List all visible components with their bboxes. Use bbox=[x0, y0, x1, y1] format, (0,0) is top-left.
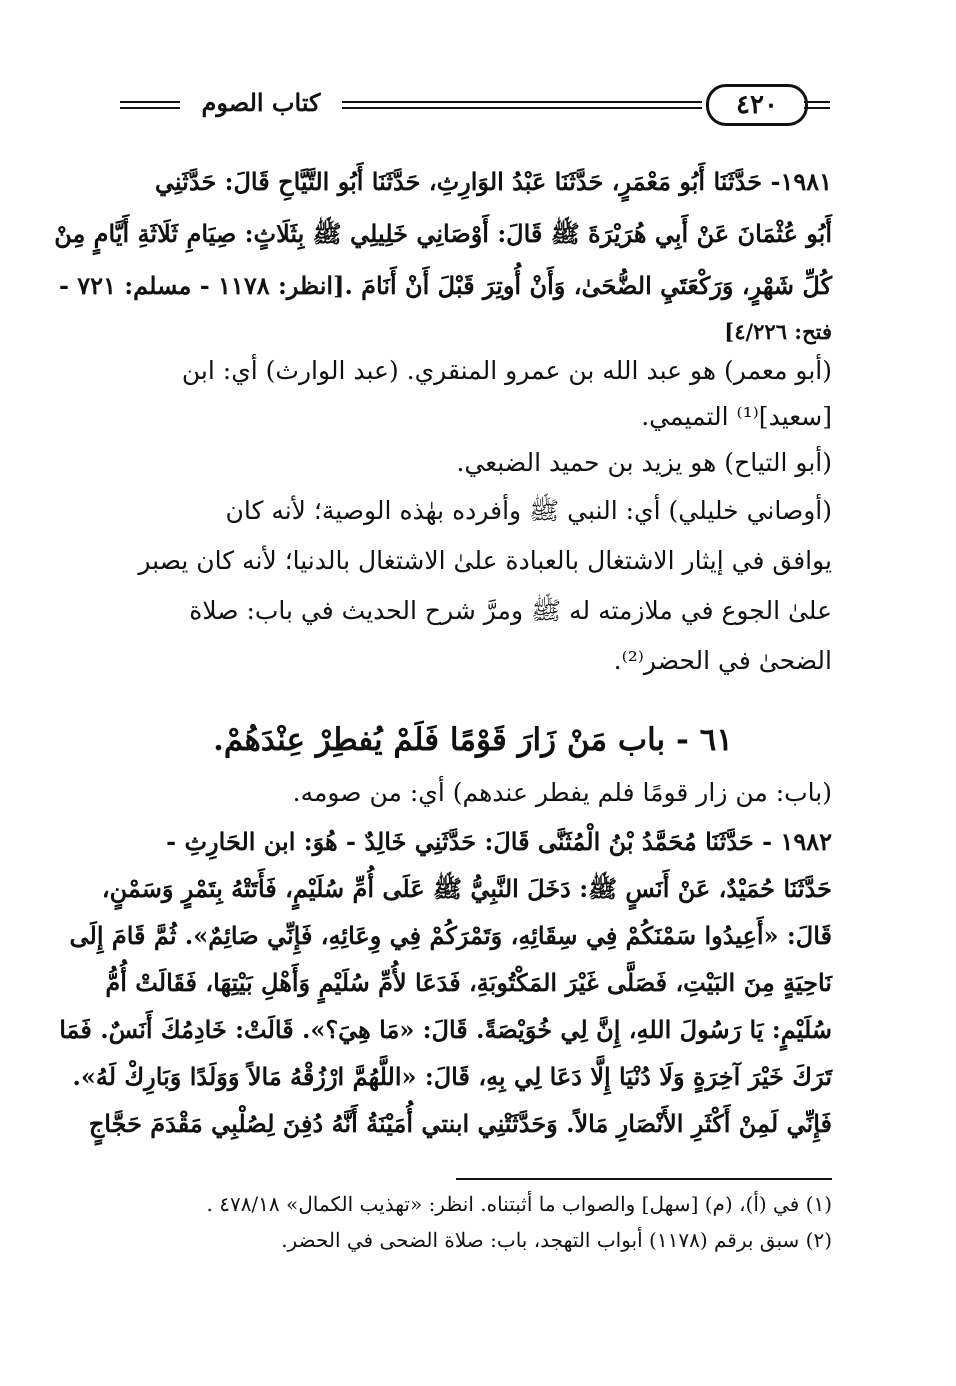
commentary-line: [سعيد]⁽¹⁾ التميمي. bbox=[641, 402, 832, 431]
commentary-line: (أبو التياح) هو يزيد بن حميد الضبعي. bbox=[456, 448, 832, 477]
hadith-line: كُلِّ شَهْرٍ، وَرَكْعَتَيِ الضُّحَىٰ، وَأَنْ أُوتِرَ قَبْلَ أَنْ أَنَامَ .[انظر: ١١٧٨ - مسلم: ٧٢١ - bbox=[58, 271, 832, 300]
hadith-line: قَالَ: «أَعِيدُوا سَمْنَكُمْ فِي سِقَائِهِ، وَتَمْرَكُمْ فِي وِعَائِهِ، فَإِنِّي صَائِمٌ». ثُمَّ قَامَ إِلَى bbox=[69, 921, 832, 950]
header-rule-left bbox=[120, 101, 180, 109]
page-header bbox=[110, 84, 830, 130]
commentary-line: علىٰ الجوع في ملازمته له ﷺ ومرَّ شرح الحديث في باب: صلاة bbox=[189, 596, 832, 625]
hadith-line: حَدَّثَنَا حُمَيْدٌ، عَنْ أَنَسٍ ﷺ: دَخَلَ النَّبِيُّ ﷺ عَلَى أُمِّ سُلَيْمٍ، فَأَتَتْهُ بِتَمْرٍ وَسَمْنٍ، bbox=[101, 874, 832, 903]
commentary-line: (أوصاني خليلي) أي: النبي ﷺ وأفرده بهٰذه الوصية؛ لأنه كان bbox=[225, 496, 832, 525]
hadith-line: ١٩٨١- حَدَّثَنَا أَبُو مَعْمَرٍ، حَدَّثَنَا عَبْدُ الوَارِثِ، حَدَّثَنَا أَبُو التَّيَّاحِ قَالَ: حَدَّثَنِي bbox=[154, 167, 832, 196]
page-number: ٤٢٠ bbox=[706, 84, 808, 126]
header-rule-right bbox=[804, 101, 830, 109]
hadith-line: ١٩٨٢ - حَدَّثَنَا مُحَمَّدُ بْنُ الْمُثَنَّى قَالَ: حَدَّثَنِي خَالِدٌ - هُوَ: ابن الحَارِثِ - bbox=[166, 827, 832, 856]
header-rule-middle bbox=[342, 101, 702, 109]
hadith-reference: فتح: ٤/٢٢٦] bbox=[724, 319, 832, 344]
commentary-1981 bbox=[114, 348, 832, 686]
book-title: كتاب الصوم bbox=[201, 88, 321, 117]
footnote-divider bbox=[456, 1178, 832, 1180]
commentary-line: (أبو معمر) هو عبد الله بن عمرو المنقري. (عبد الوارث) أي: ابن bbox=[181, 356, 832, 385]
commentary-line: (باب: من زار قومًا فلم يفطر عندهم) أي: من صومه. bbox=[292, 778, 832, 807]
footnote-1: (١) في (أ)، (م) [سهل] والصواب ما أثبتناه. انظر: «تهذيب الكمال» ٤٧٨/١٨ . bbox=[206, 1192, 832, 1216]
hadith-line: نَاحِيَةٍ مِنَ البَيْتِ، فَصَلَّى غَيْرَ المَكْتُوبَةِ، فَدَعَا لأُمِّ سُلَيْمٍ وَأَهْلِ بَيْتِهَا، فَقَالَتْ أُمُّ bbox=[105, 968, 832, 997]
hadith-1982 bbox=[59, 818, 832, 1147]
hadith-1981 bbox=[54, 156, 832, 352]
commentary-line: الضحىٰ في الحضر⁽²⁾. bbox=[613, 646, 832, 675]
hadith-line: تَرَكَ خَيْرَ آخِرَةٍ وَلَا دُنْيَا إِلَّا دَعَا لِي بِهِ، قَالَ: «اللَّهُمَّ ارْزُقْهُ مَالاً وَوَلَدًا وَبَارِكْ لَهُ». bbox=[72, 1062, 832, 1091]
footnotes bbox=[150, 1186, 832, 1258]
footnote-2: (٢) سبق برقم (١١٧٨) أبواب التهجد، باب: صلاة الضحى في الحضر. bbox=[281, 1228, 832, 1252]
hadith-line: فَإِنِّي لَمِنْ أَكْثَرِ الأَنْصَارِ مَالاً. وَحَدَّثَتْنِي ابنتي أُمَيْنَةُ أَنَّهُ دُفِنَ لِصُلْبِي مَقْدَمَ حَجَّاجٍ bbox=[88, 1109, 832, 1138]
commentary-line: يوافق في إيثار الاشتغال بالعبادة علىٰ الاشتغال بالدنيا؛ لأنه كان يصبر bbox=[138, 546, 832, 575]
hadith-line: أَبُو عُثْمَانَ عَنْ أَبِي هُرَيْرَةَ ﷺ قَالَ: أَوْصَانِي خَلِيلِي ﷺ بِثَلَاثٍ: صِيَامِ ثَلَاثَةِ أَيَّامٍ مِنْ bbox=[54, 219, 832, 248]
chapter-commentary bbox=[114, 770, 832, 816]
hadith-line: سُلَيْمٍ: يَا رَسُولَ اللهِ، إِنَّ لِي خُوَيْصَةً. قَالَ: «مَا هِيَ؟». قَالَتْ: خَادِمُكَ أَنَسٌ. فَمَا bbox=[59, 1015, 832, 1044]
chapter-title: ٦١ - باب مَنْ زَارَ قَوْمًا فَلَمْ يُفطِرْ عِنْدَهُمْ. bbox=[213, 722, 733, 758]
